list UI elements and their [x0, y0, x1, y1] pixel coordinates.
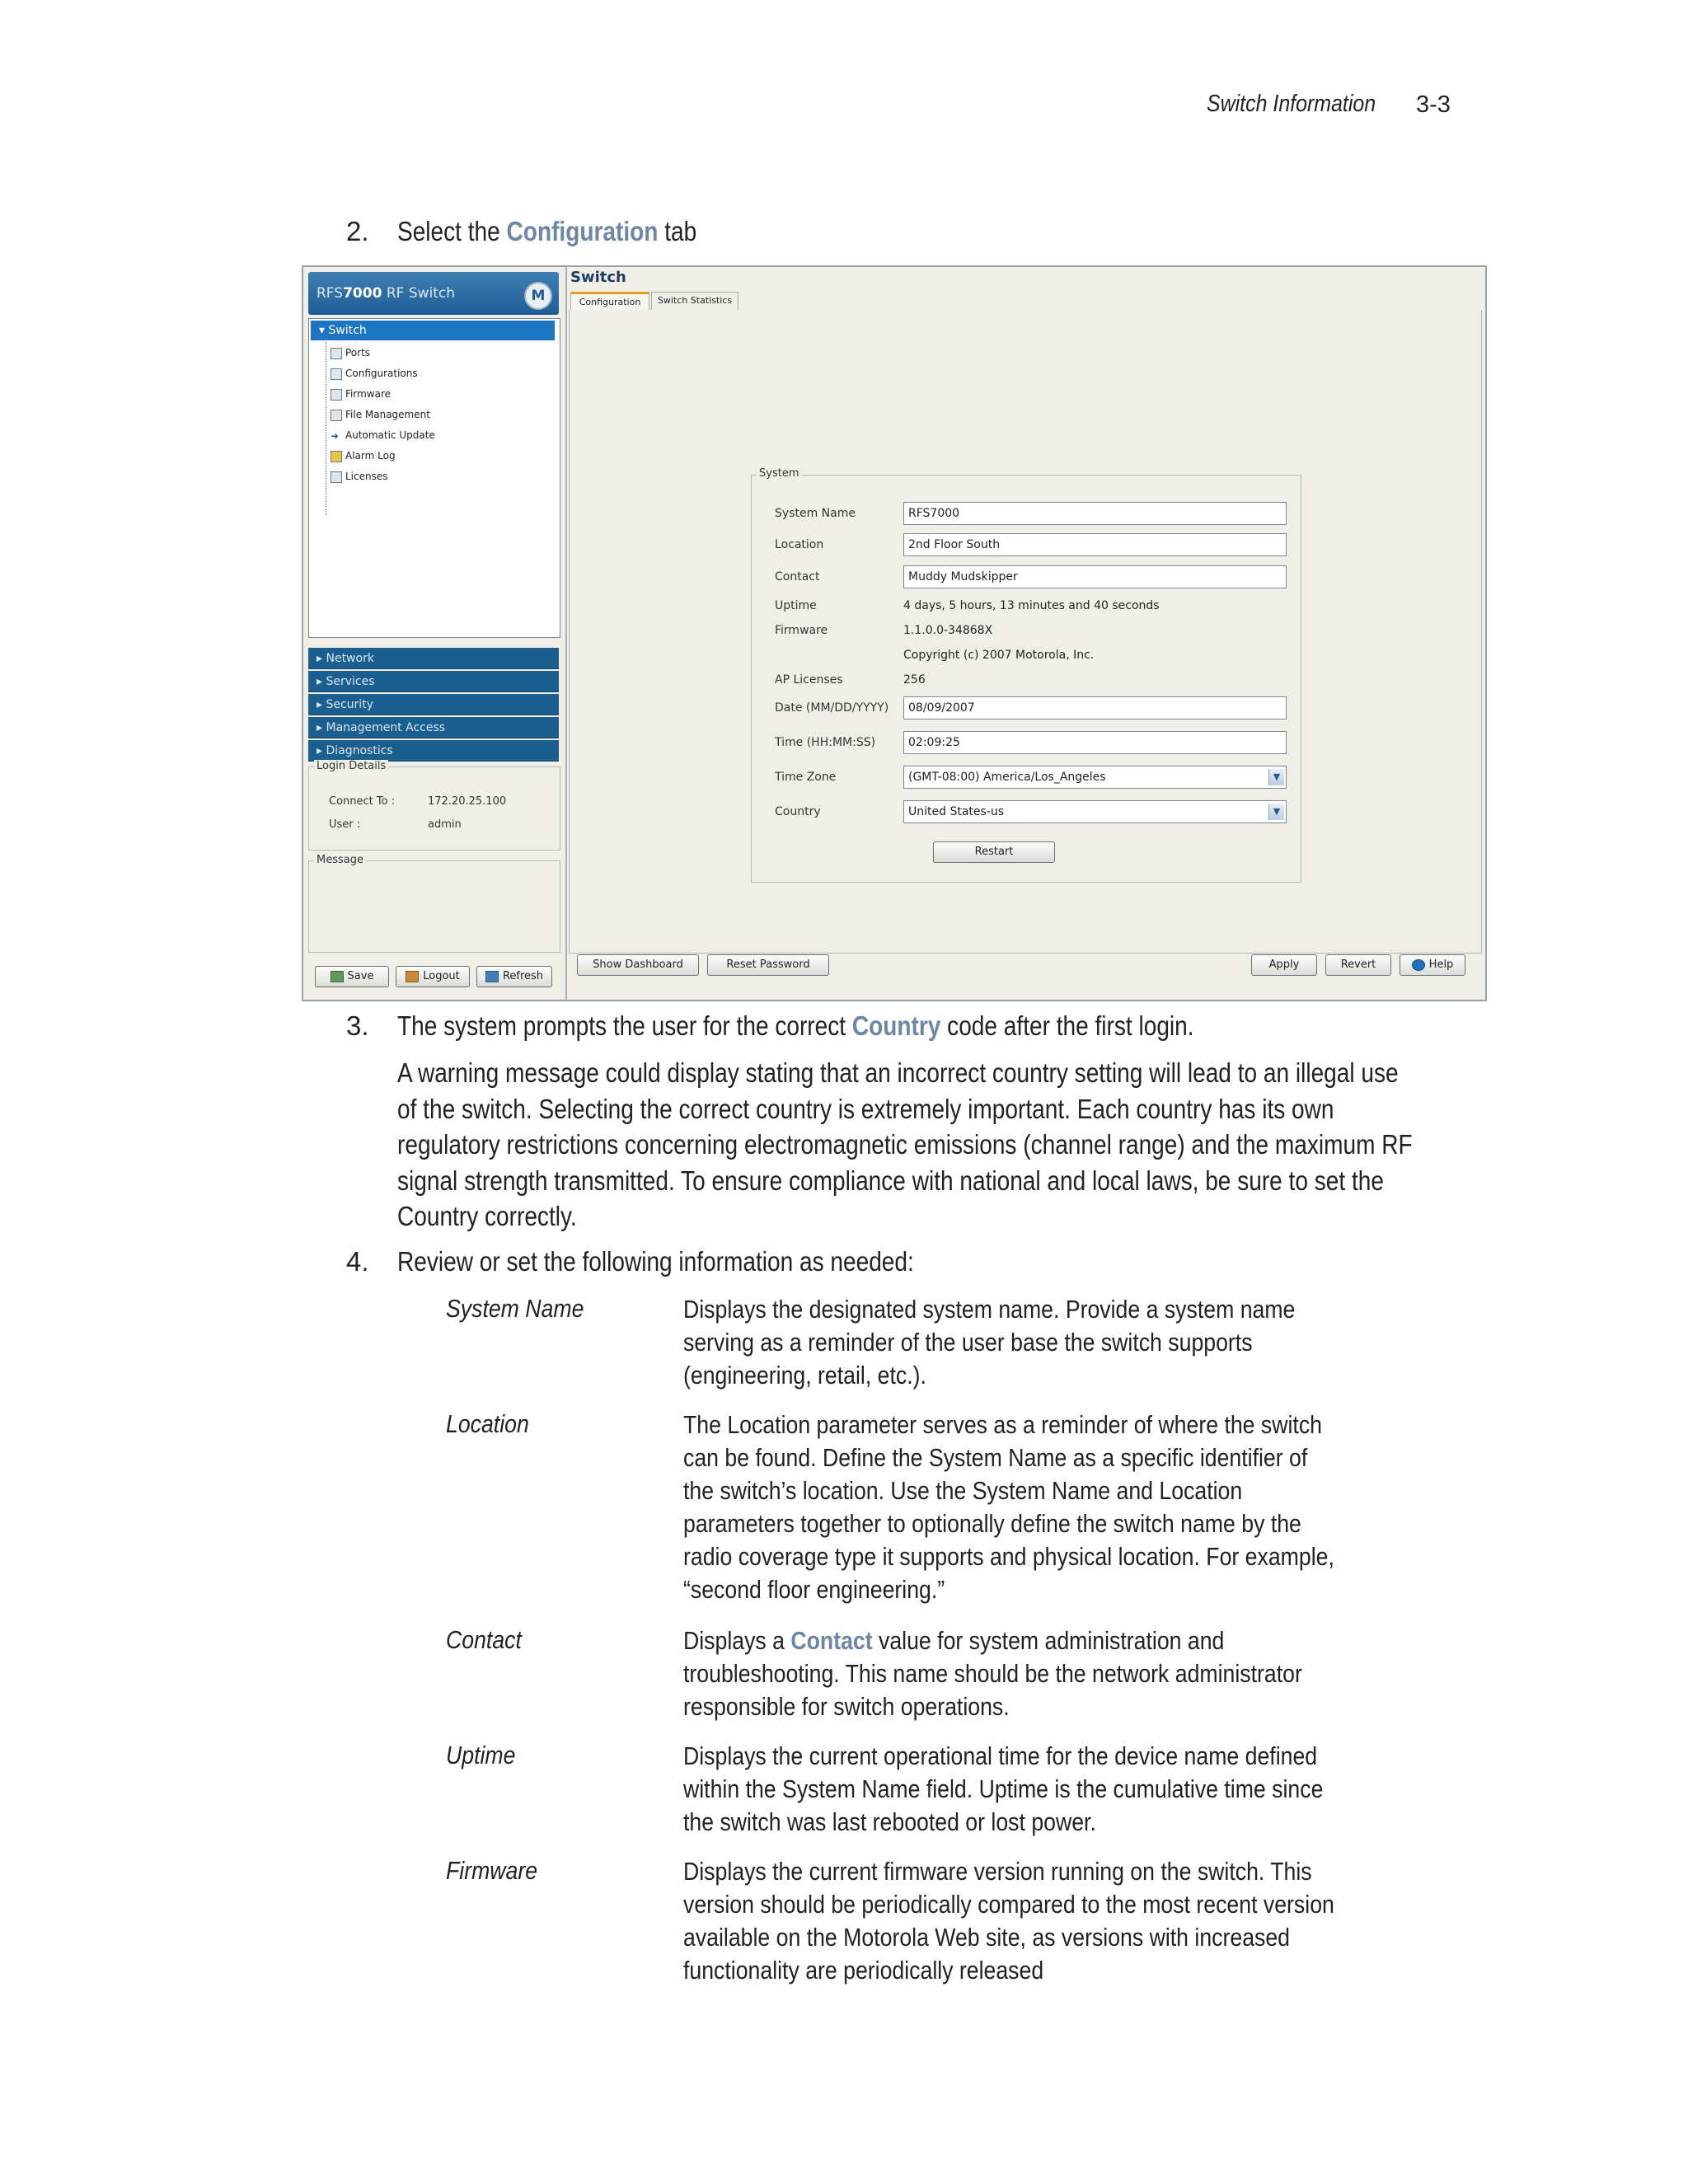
- restart-button[interactable]: Restart: [933, 841, 1055, 863]
- nav-diagnostics[interactable]: ▸ Diagnostics: [308, 740, 559, 762]
- configuration-panel: [569, 310, 1482, 954]
- uptime-label: Uptime: [775, 599, 817, 612]
- revert-button[interactable]: Revert: [1325, 954, 1391, 976]
- message-group: [308, 854, 560, 953]
- country-label: Country: [775, 805, 821, 818]
- location-label: Location: [775, 538, 824, 551]
- country-keyword: Country: [851, 1010, 941, 1041]
- message-legend: Message: [314, 854, 366, 866]
- date-label: Date (MM/DD/YYYY): [775, 701, 889, 715]
- copyright-text: Copyright (c) 2007 Motorola, Inc.: [903, 649, 1095, 662]
- contact-field[interactable]: Muddy Mudskipper: [903, 565, 1287, 588]
- nav-network[interactable]: ▸ Network: [308, 648, 559, 669]
- tree-item-firmware[interactable]: Firmware: [331, 385, 391, 403]
- switch-configuration-screenshot: [302, 265, 1487, 1001]
- term-location: Location: [446, 1409, 529, 1438]
- show-dashboard-button[interactable]: Show Dashboard: [577, 954, 699, 976]
- uptime-value: 4 days, 5 hours, 13 minutes and 40 seconds: [903, 599, 1160, 612]
- file-management-icon: [331, 410, 342, 421]
- connect-to-label: Connect To :: [329, 795, 396, 808]
- ap-licenses-label: AP Licenses: [775, 673, 843, 687]
- contact-label: Contact: [775, 570, 820, 583]
- time-field[interactable]: 02:09:25: [903, 731, 1287, 754]
- ports-icon: [331, 348, 342, 359]
- time-zone-select[interactable]: (GMT-08:00) America/Los_Angeles ▼: [903, 766, 1287, 789]
- page-number: 3-3: [1416, 91, 1451, 118]
- tree-item-alarm-log[interactable]: Alarm Log: [331, 447, 396, 465]
- tab-bar: [569, 292, 1480, 311]
- chevron-down-icon: ▼: [1268, 804, 1284, 820]
- right-pane: [567, 267, 1487, 1000]
- step-4-text: Review or set the following information as needed:: [397, 1246, 914, 1277]
- left-pane: [303, 267, 567, 1000]
- nav-management-access[interactable]: ▸ Management Access: [308, 717, 559, 738]
- definition-contact: Displays a Contact value for system administration and troubleshooting. This name should be the network administrator responsible for switch operations.: [683, 1626, 1302, 1721]
- alarm-log-icon: [331, 451, 342, 462]
- tree-item-configurations[interactable]: Configurations: [331, 364, 418, 382]
- motorola-logo-icon: M: [524, 282, 552, 310]
- definition-location: The Location parameter serves as a reminder of where the switch can be found. Define the System Name as a specific identifier of the switch’s location. Use the System Name and Location parameters together to optionally define the switch name by the radio coverage type it supports and physical location. For example, “second floor engineering.”: [683, 1410, 1334, 1604]
- term-uptime: Uptime: [446, 1741, 516, 1769]
- tree-item-automatic-update[interactable]: ➜ Automatic Update: [331, 429, 435, 442]
- tree-item-licenses[interactable]: Licenses: [331, 467, 388, 485]
- save-button[interactable]: Save: [315, 966, 389, 987]
- country-select[interactable]: United States-us ▼: [903, 800, 1287, 823]
- definition-firmware: Displays the current firmware version running on the switch. This version should be periodically compared to the most recent version available on the Motorola Web site, as versions with increased functionality are periodically released: [683, 1857, 1334, 1985]
- time-zone-label: Time Zone: [775, 771, 837, 784]
- step-4-number: 4.: [346, 1246, 369, 1277]
- definition-uptime: Displays the current operational time for the device name defined within the System Name field. Uptime is the cumulative time since the switch was last rebooted or lost power.: [683, 1741, 1324, 1836]
- country-warning-paragraph: A warning message could display stating that an incorrect country setting will lead to an illegal use of the switch. Selecting the correct country is extremely important. Each country has its own regulatory restrictions concerning electromagnetic emissions (channel range) and the maximum RF signal strength transmitted. To ensure compliance with national and local laws, be sure to set the Country correctly.: [397, 1057, 1413, 1231]
- arrow-right-icon: ➜: [331, 429, 340, 442]
- definition-system-name: Displays the designated system name. Provide a system name serving as a reminder of the user base the switch supports (engineering, retail, etc.).: [683, 1295, 1296, 1390]
- save-icon: [331, 971, 344, 982]
- app-header: [308, 272, 559, 315]
- tree-item-ports[interactable]: Ports: [331, 344, 370, 362]
- location-field[interactable]: 2nd Floor South: [903, 533, 1287, 556]
- refresh-button[interactable]: Refresh: [476, 966, 552, 987]
- term-firmware: Firmware: [446, 1856, 538, 1885]
- logout-button[interactable]: Logout: [396, 966, 470, 987]
- licenses-icon: [331, 471, 342, 483]
- step-3-number: 3.: [346, 1010, 369, 1041]
- chevron-down-icon: ▼: [1268, 769, 1284, 785]
- panel-title: Switch: [570, 269, 626, 286]
- system-name-field[interactable]: RFS7000: [903, 502, 1287, 525]
- term-contact: Contact: [446, 1625, 522, 1654]
- step-2-text: Select the Configuration tab: [397, 216, 697, 246]
- tree-item-switch[interactable]: ▾ Switch: [311, 321, 555, 340]
- system-legend: System: [757, 467, 801, 480]
- date-field[interactable]: 08/09/2007: [903, 696, 1287, 719]
- configurations-icon: [331, 368, 342, 380]
- system-name-label: System Name: [775, 507, 856, 520]
- login-details-group: [308, 760, 560, 851]
- step-2-number: 2.: [346, 216, 369, 246]
- refresh-icon: [485, 971, 499, 982]
- user-label: User :: [329, 818, 361, 831]
- configuration-keyword: Configuration: [506, 216, 659, 246]
- app-title: RFS7000 RF Switch: [316, 285, 456, 302]
- contact-keyword: Contact: [790, 1626, 873, 1655]
- tab-configuration[interactable]: Configuration: [570, 292, 649, 310]
- navigation-tree: [308, 318, 560, 638]
- connect-to-value: 172.20.25.100: [428, 795, 507, 808]
- nav-security[interactable]: ▸ Security: [308, 694, 559, 715]
- logout-icon: [406, 971, 419, 982]
- time-label: Time (HH:MM:SS): [775, 736, 876, 749]
- running-header-title: Switch Information: [1207, 91, 1376, 117]
- reset-password-button[interactable]: Reset Password: [707, 954, 829, 976]
- tab-switch-statistics[interactable]: Switch Statistics: [651, 292, 738, 310]
- firmware-icon: [331, 389, 342, 401]
- login-details-legend: Login Details: [314, 760, 388, 772]
- ap-licenses-value: 256: [903, 673, 926, 687]
- help-icon: [1412, 959, 1425, 971]
- apply-button[interactable]: Apply: [1251, 954, 1317, 976]
- term-system-name: System Name: [446, 1294, 584, 1323]
- tree-item-file-management[interactable]: File Management: [331, 405, 430, 424]
- step-3-text: The system prompts the user for the correct Country code after the first login.: [397, 1010, 1194, 1041]
- system-group: [751, 467, 1301, 883]
- firmware-value: 1.1.0.0-34868X: [903, 624, 993, 637]
- nav-services[interactable]: ▸ Services: [308, 671, 559, 692]
- firmware-label: Firmware: [775, 624, 828, 637]
- help-button[interactable]: Help: [1400, 954, 1465, 976]
- user-value: admin: [428, 818, 462, 831]
